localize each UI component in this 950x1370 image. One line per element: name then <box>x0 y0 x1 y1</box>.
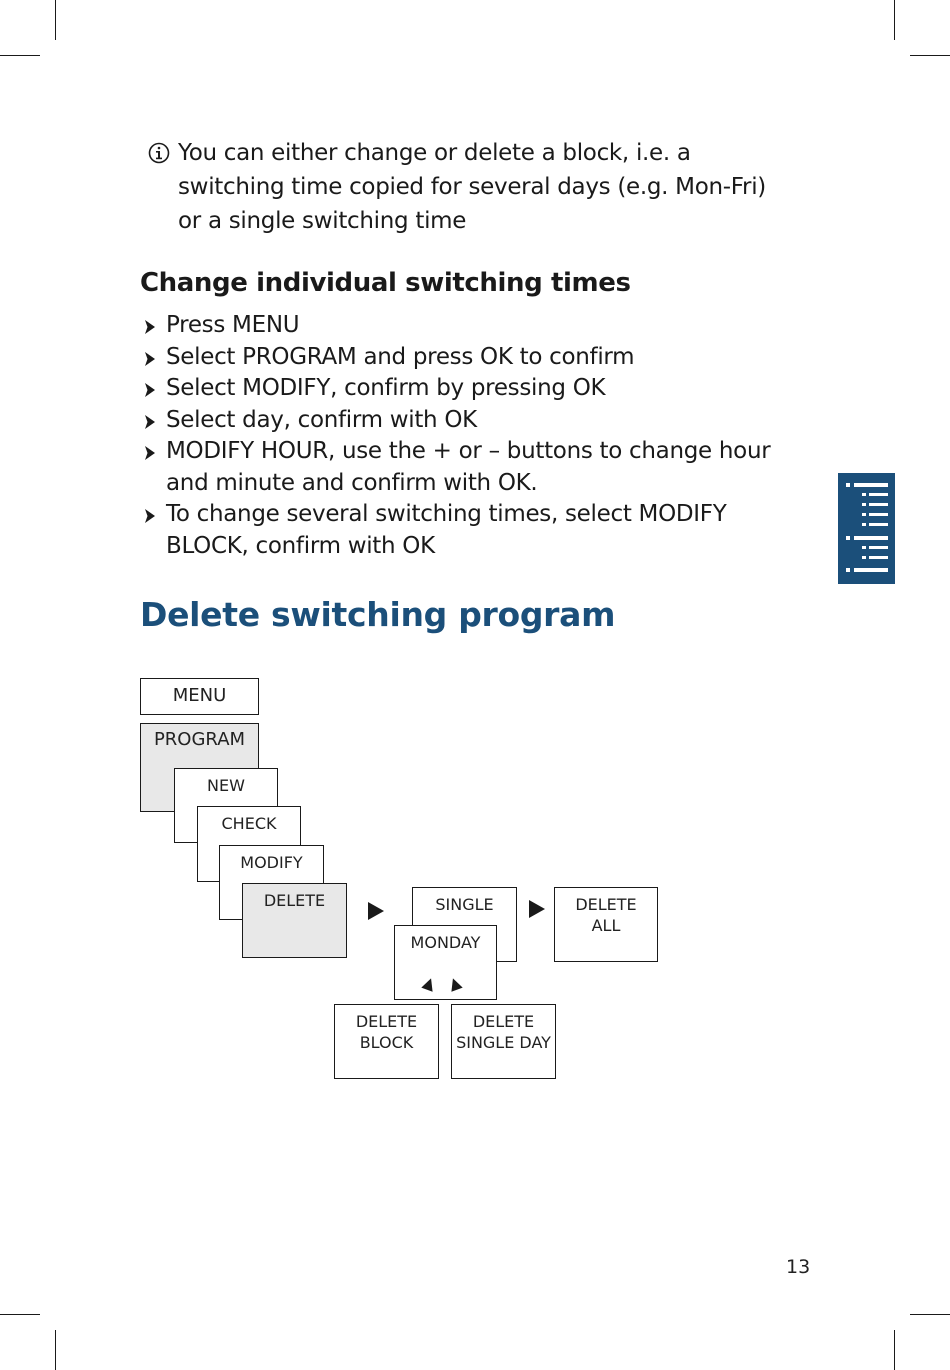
step-text: MODIFY HOUR, use the + or – buttons to change hour and minute and confirm with OK. <box>166 438 771 496</box>
change-steps-list <box>140 310 810 562</box>
check-box: CHECK <box>197 806 301 882</box>
list-item <box>140 373 810 405</box>
list-icon <box>838 473 895 584</box>
program-box: PROGRAM <box>140 723 259 812</box>
crop-mark <box>910 55 950 56</box>
info-note <box>148 136 788 238</box>
monday-box <box>394 925 497 1000</box>
arrow-bullet-icon <box>142 445 158 461</box>
crop-mark <box>910 1314 950 1315</box>
delete-all-box: DELETE ALL <box>554 887 658 962</box>
delete-single-day-box: DELETE SINGLE DAY <box>451 1004 556 1079</box>
menu-box: MENU <box>140 678 259 715</box>
list-item <box>140 499 810 562</box>
new-box: NEW <box>174 768 278 843</box>
single-box: SINGLE <box>412 887 517 962</box>
crop-mark <box>894 0 895 40</box>
flow-arrow-icon <box>366 900 386 922</box>
step-text: Press MENU <box>166 312 300 338</box>
step-text: To change several switching times, select MODIFY BLOCK, confirm with OK <box>166 501 727 559</box>
list-item <box>140 310 810 342</box>
modify-box: MODIFY <box>219 845 324 920</box>
crop-mark <box>0 55 40 56</box>
change-section-heading: Change individual switching times <box>140 268 631 298</box>
delete-block-box: DELETE BLOCK <box>334 1004 439 1079</box>
delete-box: DELETE <box>242 883 347 958</box>
step-text: Select PROGRAM and press OK to confirm <box>166 343 635 370</box>
flow-arrow-icon <box>527 898 547 920</box>
list-item <box>140 436 810 499</box>
select-arrows-icon <box>419 976 465 992</box>
list-item <box>140 405 810 437</box>
chapter-tab-marker <box>838 473 895 584</box>
step-text: Select MODIFY, confirm by pressing OK <box>166 375 606 401</box>
arrow-bullet-icon <box>142 351 158 367</box>
monday-label: MONDAY <box>410 933 481 952</box>
crop-mark <box>55 1330 56 1370</box>
list-item <box>140 342 810 374</box>
info-note-text: You can either change or delete a block, i.e. a switching time copied for several days (e.g. Mon-Fri) or a single switching time <box>178 140 766 234</box>
step-text: Select day, confirm with OK <box>166 406 477 433</box>
arrow-bullet-icon <box>142 382 158 398</box>
page-number: 13 <box>786 1256 811 1278</box>
crop-mark <box>0 1314 40 1315</box>
info-icon <box>148 142 170 164</box>
crop-mark <box>55 0 56 40</box>
arrow-bullet-icon <box>142 508 158 524</box>
crop-mark <box>894 1330 895 1370</box>
delete-section-title: Delete switching program <box>140 595 616 634</box>
arrow-bullet-icon <box>142 319 158 335</box>
arrow-bullet-icon <box>142 414 158 430</box>
